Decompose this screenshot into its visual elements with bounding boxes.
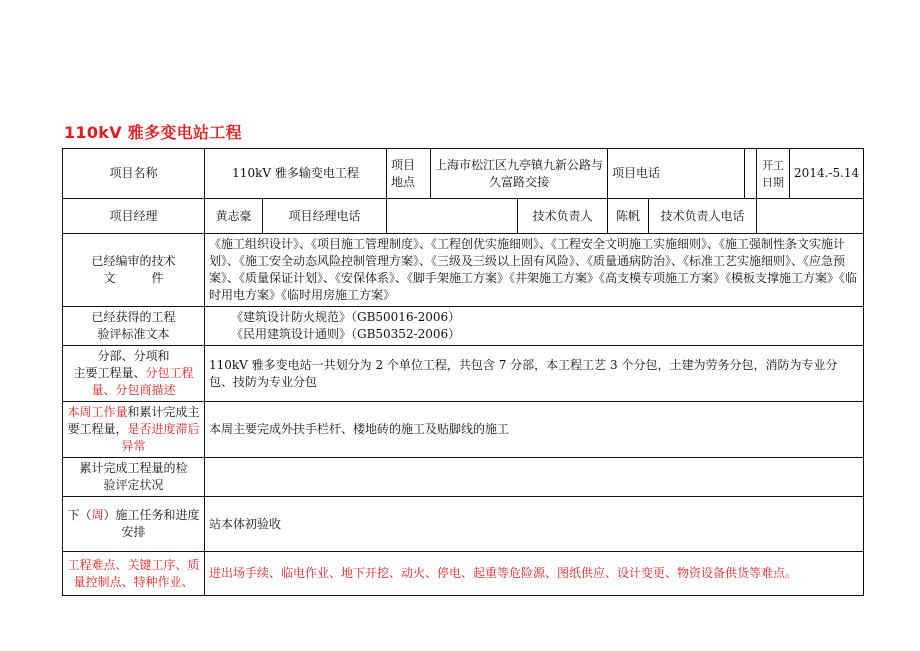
table-row (63, 458, 864, 497)
table-row (63, 199, 864, 234)
tech-lead-label: 技术负责人 (518, 199, 608, 234)
inspection-status-value (205, 458, 864, 497)
table-row (63, 346, 864, 402)
standards-label-line2: 验评标准文本 (97, 327, 170, 341)
weekly-work-value: 本周主要完成外扶手栏杆、楼地砖的施工及贴脚线的施工 (205, 402, 864, 458)
standards-label-line1: 已经获得的工程 (91, 310, 176, 324)
compiled-docs-label (63, 234, 205, 307)
compiled-docs-label-line1: 已经编审的技术 (91, 254, 176, 268)
start-date-value: 2014.-5.14 (790, 149, 864, 199)
difficulties-value: 进出场手续、临电作业、地下开挖、动火、停电、起重等危险源、图纸供应、设计变更、物资设备供货等难点。 (205, 552, 864, 596)
compiled-docs-value: 《施工组织设计》、《项目施工管理制度》、《工程创优实施细则》、《工程安全文明施工实施细则》、《施工强制性条文实施计划》、《施工安全动态风险控制管理方案》、《三级及三级以上固有风险》、《质量通病防治》、《标准工艺实施细则》、《应急预案》、《质量保证计划》、《安保体系》、《脚手架施工方案》《井架施工方案》《高支模专项施工方案》《模板支撑施工方案》《临时用电方案》《临时用房施工方案》 (205, 234, 864, 307)
table-row (63, 402, 864, 458)
inspection-status-label-line1: 累计完成工程量的检 (79, 461, 188, 475)
compiled-docs-label-line2: 文 件 (103, 271, 164, 285)
project-location-label: 项目地点 (387, 149, 431, 199)
inspection-status-label (63, 458, 205, 497)
divisions-value: 110kV 雅多变电站一共划分为 2 个单位工程，共包含 7 分部，本工程工艺 3 个分包，土建为劳务分包，消防为专业分包、技防为专业分包 (205, 346, 864, 402)
project-name-value: 110kV 雅多输变电工程 (205, 149, 387, 199)
table-row (63, 552, 864, 596)
standard-item: 《民用建筑设计通则》（GB50352-2006） (231, 327, 461, 341)
project-phone-value (745, 149, 757, 199)
tech-lead-value: 陈帆 (608, 199, 649, 234)
weekly-work-label: 本周工作量和累计完成主要工程量，是否进度滞后异常 (63, 402, 205, 458)
table-row (63, 497, 864, 552)
project-name-label: 项目名称 (63, 149, 205, 199)
difficulties-label: 工程难点、关键工序、质量控制点、特种作业、 (63, 552, 205, 596)
tech-lead-phone-label: 技术负责人电话 (649, 199, 757, 234)
standard-item: 《建筑设计防火规范》（GB50016-2006） (231, 310, 461, 324)
start-date-label: 开工日期 (757, 149, 790, 199)
standards-value (205, 307, 864, 346)
tech-lead-phone-value (757, 199, 864, 234)
project-manager-phone-value (387, 199, 518, 234)
project-manager-phone-label: 项目经理电话 (263, 199, 387, 234)
divisions-label-line1: 分部、分项和 (97, 349, 170, 363)
project-manager-label: 项目经理 (63, 199, 205, 234)
document-title: 110kV 雅多变电站工程 (64, 123, 242, 142)
next-week-label: 下（周）施工任务和进度安排 (63, 497, 205, 552)
table-row (63, 149, 864, 199)
project-manager-value: 黄志豪 (205, 199, 263, 234)
project-report-table (62, 148, 864, 596)
divisions-label (63, 346, 205, 402)
standards-label (63, 307, 205, 346)
divisions-label-line2: 主要工程量、分包工程 (73, 366, 194, 380)
divisions-label-line3: 量、分包商描述 (91, 383, 176, 397)
next-week-value: 站本体初验收 (205, 497, 864, 552)
table-row (63, 307, 864, 346)
table-row (63, 234, 864, 307)
project-location-value: 上海市松江区九亭镇九新公路与久富路交接 (431, 149, 608, 199)
project-phone-label: 项目电话 (608, 149, 745, 199)
inspection-status-label-line2: 验评定状况 (103, 478, 164, 492)
